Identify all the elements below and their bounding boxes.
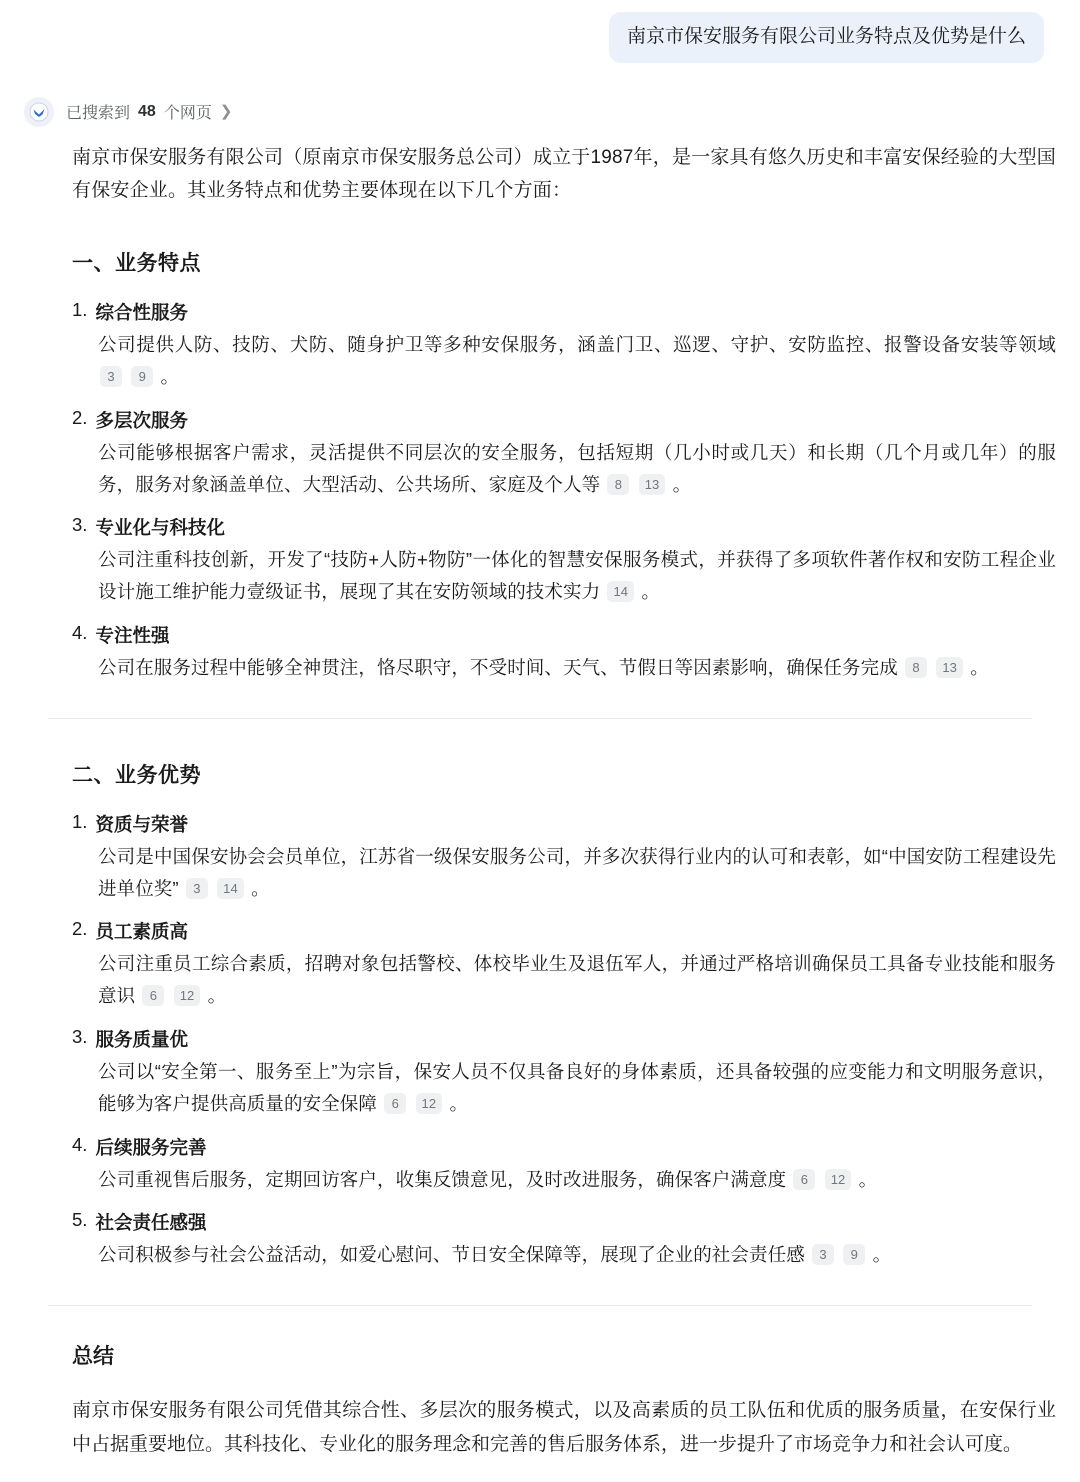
item-body-text: 公司注重科技创新，开发了“技防+人防+物防”一体化的智慧安保服务模式，并获得了多项软件著作权和安防工程企业设计施工维护能力壹级证书，展现了其在安防领域的技术实力: [98, 549, 1056, 603]
list-item: [72, 407, 1056, 501]
item-title-text: 员工素质高: [95, 921, 188, 943]
search-suffix: 个网页: [163, 105, 212, 123]
item-body-text: 公司在服务过程中能够全神贯注，恪尽职守，不受时间、天气、节假日等因素影响，确保任务完成: [98, 656, 898, 678]
item-title-text: 综合性服务: [95, 302, 188, 324]
item-body-tail: 。: [872, 1244, 892, 1266]
item-title-text: 服务质量优: [95, 1029, 188, 1051]
citation-chip[interactable]: 6: [384, 1093, 406, 1114]
list-item: [72, 811, 1056, 905]
item-body-text: 公司重视售后服务，定期回访客户，收集反馈意见，及时改进服务，确保客户满意度: [98, 1168, 787, 1190]
item-body-tail: 。: [858, 1168, 878, 1190]
list-item: [72, 514, 1056, 608]
summary-paragraph: 南京市保安服务有限公司凭借其综合性、多层次的服务模式，以及高素质的员工队伍和优质的服务质量，在安保行业中占据重要地位。其科技化、专业化的服务理念和完善的售后服务体系，进一步提升了市场竞争力和社会认可度。: [72, 1400, 1056, 1456]
section-list-1: [72, 299, 1056, 684]
citation-chip[interactable]: 12: [174, 985, 201, 1006]
citation-chip[interactable]: 8: [905, 657, 927, 678]
item-title-text: 资质与荣誉: [95, 813, 188, 835]
item-title-text: 后续服务完善: [95, 1136, 207, 1158]
user-message-row: [0, 0, 1080, 63]
search-summary-label[interactable]: [66, 100, 232, 123]
search-prefix: 已搜索到: [66, 105, 131, 123]
item-number: 5.: [72, 1209, 88, 1231]
item-body-text: 公司能够根据客户需求，灵活提供不同层次的安全服务，包括短期（几小时或几天）和长期（几个月或几年）的服务，服务对象涵盖单位、大型活动、公共场所、家庭及个人等: [98, 441, 1056, 495]
citation-chip[interactable]: 12: [825, 1169, 852, 1190]
item-body-text: 公司是中国保安协会会员单位，江苏省一级保安服务公司，并多次获得行业内的认可和表彰，如“中国安防工程建设先进单位奖”: [98, 845, 1056, 899]
item-number: 1.: [72, 810, 88, 832]
citation-chip[interactable]: 12: [416, 1093, 443, 1114]
item-number: 3.: [72, 514, 88, 536]
user-message-bubble: 南京市保安服务有限公司业务特点及优势是什么: [609, 12, 1044, 63]
item-body-tail: 。: [160, 365, 180, 387]
list-item: [72, 622, 1056, 684]
intro-paragraph: 南京市保安服务有限公司（原南京市保安服务总公司）成立于1987年，是一家具有悠久历史和丰富安保经验的大型国有保安企业。其业务特点和优势主要体现在以下几个方面：: [72, 146, 1056, 201]
ai-assistant-icon: [24, 97, 54, 127]
citation-chip[interactable]: 8: [607, 474, 629, 495]
item-title: [72, 918, 1056, 944]
divider: [48, 1305, 1032, 1306]
item-title-text: 专注性强: [95, 624, 170, 646]
item-body-tail: 。: [672, 473, 692, 495]
item-title: [72, 1209, 1056, 1235]
item-title-text: 多层次服务: [95, 409, 188, 431]
item-body-tail: 。: [251, 877, 270, 899]
citation-chip[interactable]: 14: [217, 878, 244, 899]
item-body: [98, 652, 1056, 684]
search-summary-row[interactable]: [0, 63, 1080, 127]
item-number: 4.: [72, 621, 88, 643]
item-number: 3.: [72, 1026, 88, 1048]
citation-chip[interactable]: 13: [639, 474, 666, 495]
citation-chip[interactable]: 9: [843, 1244, 865, 1265]
section-heading-1: 一、业务特点: [72, 252, 201, 276]
item-body-tail: 。: [970, 656, 989, 678]
item-body-text: 公司提供人防、技防、犬防、随身护卫等多种安保服务，涵盖门卫、巡逻、守护、安防监控、报警设备安装等领域: [98, 334, 1056, 356]
item-body: [98, 544, 1056, 608]
search-count: 48: [138, 102, 156, 120]
item-body-tail: 。: [207, 985, 227, 1007]
item-title: [72, 514, 1056, 540]
item-body: [98, 948, 1056, 1012]
item-title: [72, 622, 1056, 648]
item-body-text: 公司以“安全第一、服务至上”为宗旨，保安人员不仅具备良好的身体素质，还具备较强的应变能力和文明服务意识，能够为客户提供高质量的安全保障: [98, 1061, 1056, 1114]
list-item: [72, 299, 1056, 393]
item-number: 1.: [72, 299, 88, 321]
citation-chip[interactable]: 3: [812, 1244, 834, 1265]
item-body-text: 公司注重员工综合素质，招聘对象包括警校、体校毕业生及退伍军人，并通过严格培训确保员工具备专业技能和服务意识: [98, 953, 1056, 1007]
citation-chip[interactable]: 6: [793, 1169, 815, 1190]
citation-chip[interactable]: 9: [131, 366, 153, 387]
item-title: [72, 1026, 1056, 1052]
list-item: [72, 1026, 1056, 1120]
item-title: [72, 299, 1056, 325]
item-body: [98, 1164, 1056, 1196]
item-number: 4.: [72, 1133, 88, 1155]
divider: [48, 718, 1032, 719]
section-list-2: [72, 811, 1056, 1272]
section-heading-2: 二、业务优势: [72, 763, 201, 787]
item-body: [98, 841, 1056, 905]
chevron-right-icon[interactable]: ❯: [219, 103, 233, 121]
item-number: 2.: [72, 406, 88, 428]
item-body-tail: 。: [449, 1092, 469, 1114]
citation-chip[interactable]: 3: [100, 366, 122, 387]
item-title: [72, 1134, 1056, 1160]
item-body: [98, 1056, 1056, 1120]
item-title: [72, 811, 1056, 837]
citation-chip[interactable]: 3: [186, 878, 208, 899]
item-body: [98, 329, 1056, 393]
list-item: [72, 1134, 1056, 1196]
citation-chip[interactable]: 14: [607, 581, 634, 602]
list-item: [72, 918, 1056, 1012]
summary-heading: 总结: [72, 1345, 114, 1369]
citation-chip[interactable]: 13: [936, 657, 963, 678]
item-body-text: 公司积极参与社会公益活动，如爱心慰问、节日安全保障等，展现了企业的社会责任感: [98, 1244, 805, 1266]
item-number: 2.: [72, 918, 88, 940]
item-title-text: 社会责任感强: [95, 1212, 207, 1234]
answer-content: [0, 141, 1080, 1462]
item-title: [72, 407, 1056, 433]
list-item: [72, 1209, 1056, 1271]
item-title-text: 专业化与科技化: [95, 517, 225, 539]
citation-chip[interactable]: 6: [142, 985, 164, 1006]
item-body-tail: 。: [641, 581, 660, 603]
item-body: [98, 1239, 1056, 1271]
item-body: [98, 437, 1056, 501]
